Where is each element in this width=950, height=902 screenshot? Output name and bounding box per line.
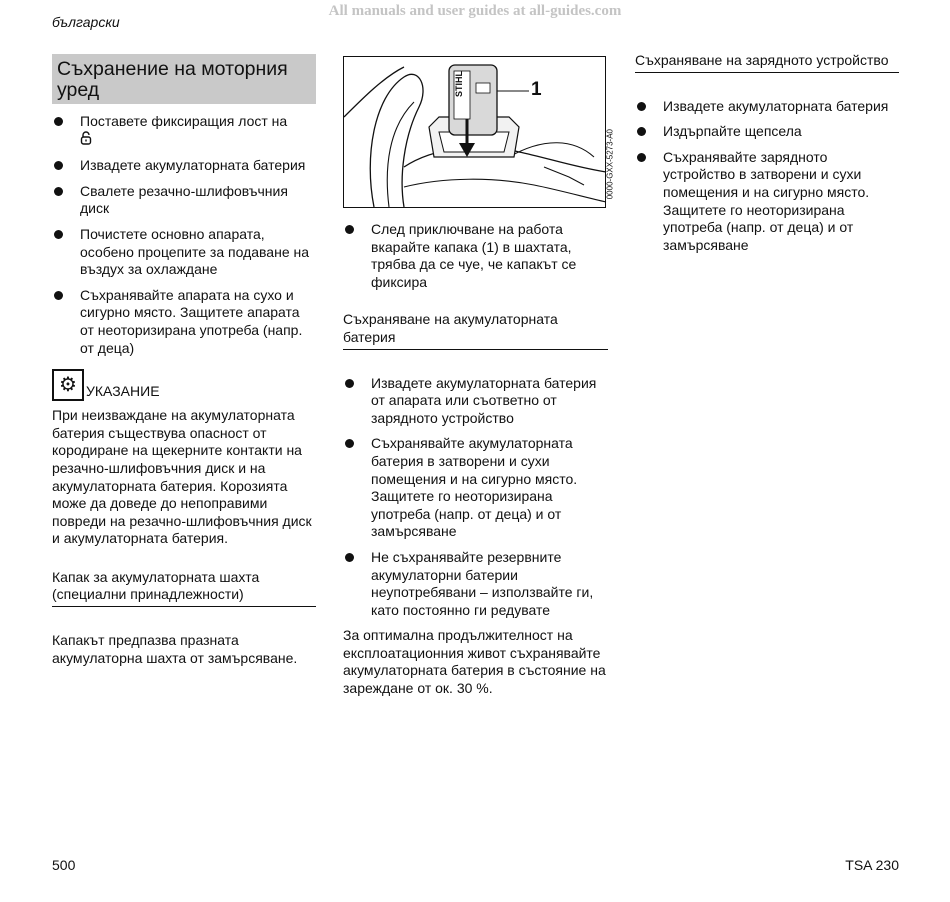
figure-brand: STIHL: [454, 71, 464, 97]
cover-bullets: [343, 221, 608, 291]
list-item: Извадете акумулаторната батерия: [52, 157, 316, 175]
list-item: Не съхранявайте резервните акумулаторни батерии неупотребявани – използвайте ги, като постоянно ги редувате: [343, 549, 608, 619]
list-item: Съхранявайте апарата на сухо и сигурно място. Защитете апарата от неоторизирана употреба (напр. от деца): [52, 287, 316, 357]
figure-number: 1: [531, 79, 542, 100]
notice-text: При неизваждане на акумулаторната батерия съществува опасност от кородиране на щекерните контакти на резачно-шлифовъчния диск и на акумулаторната батерия. Корозията може да доведе до непоправими повреди на резачно-шлифовъчния диск и акумулаторната батерия.: [52, 407, 312, 547]
list-item: Почистете основно апарата, особено процепите за подаване на въздух за охлаждане: [52, 226, 316, 279]
battery-heading: Съхраняване на акумулаторната батерия: [343, 311, 608, 349]
storage-bullets: [52, 113, 316, 357]
watermark: All manuals and user guides at all-guides.com: [328, 3, 622, 19]
right-column: [635, 52, 899, 254]
figure-code: 0000-GXX-5273-A0: [605, 129, 614, 200]
list-item-text: Поставете фиксиращия лост на: [80, 113, 288, 129]
gear-icon: ⚙: [52, 369, 84, 401]
list-item: След приключване на работа вкарайте капака (1) в шахтата, трябва да се чуе, че капакът се фиксира: [343, 221, 608, 291]
list-item: [52, 113, 316, 149]
battery-cover-figure: [343, 56, 614, 208]
list-item: Съхранявайте акумулаторната батерия в затворени и сухи помещения и на сигурно място. Защитете го неоторизирана употреба (напр. от деца) и от замърсяване: [343, 435, 608, 541]
model-name: TSA 230: [845, 857, 899, 873]
list-item: Извадете акумулаторната батерия: [635, 98, 899, 116]
battery-text: За оптимална продължителност на експлоатационния живот съхранявайте акумулаторната батерия в състояние на зареждане от ок. 30 %.: [343, 627, 606, 697]
list-item: Извадете акумулаторната батерия от апарата или съответно от зарядното устройство: [343, 375, 608, 428]
middle-column: [343, 56, 614, 698]
unlock-icon: [80, 131, 92, 148]
battery-bullets: [343, 375, 608, 620]
notice-header: [52, 369, 316, 401]
page-number: 500: [52, 857, 76, 873]
list-item: Съхранявайте зарядното устройство в затворени и сухи помещения и на сигурно място. Защитете го неоторизирана употреба (напр. от деца) и от замърсяване: [635, 149, 899, 255]
list-item: Свалете резачно-шлифовъчния диск: [52, 183, 316, 218]
battery-cover-illustration: [344, 57, 606, 207]
notice-label: УКАЗАНИЕ: [86, 383, 160, 400]
cover-heading: Капак за акумулаторната шахта (специални принадлежности): [52, 569, 316, 607]
left-column: [52, 54, 316, 667]
charger-bullets: [635, 98, 899, 255]
cover-text: Капакът предпазва празната акумулаторна шахта от замърсяване.: [52, 632, 298, 666]
list-item: Издърпайте щепсела: [635, 123, 899, 141]
charger-heading: Съхраняване на зарядното устройство: [635, 52, 899, 73]
section-title: Съхранение на моторния уред: [52, 54, 316, 104]
language-label: български: [52, 14, 120, 30]
